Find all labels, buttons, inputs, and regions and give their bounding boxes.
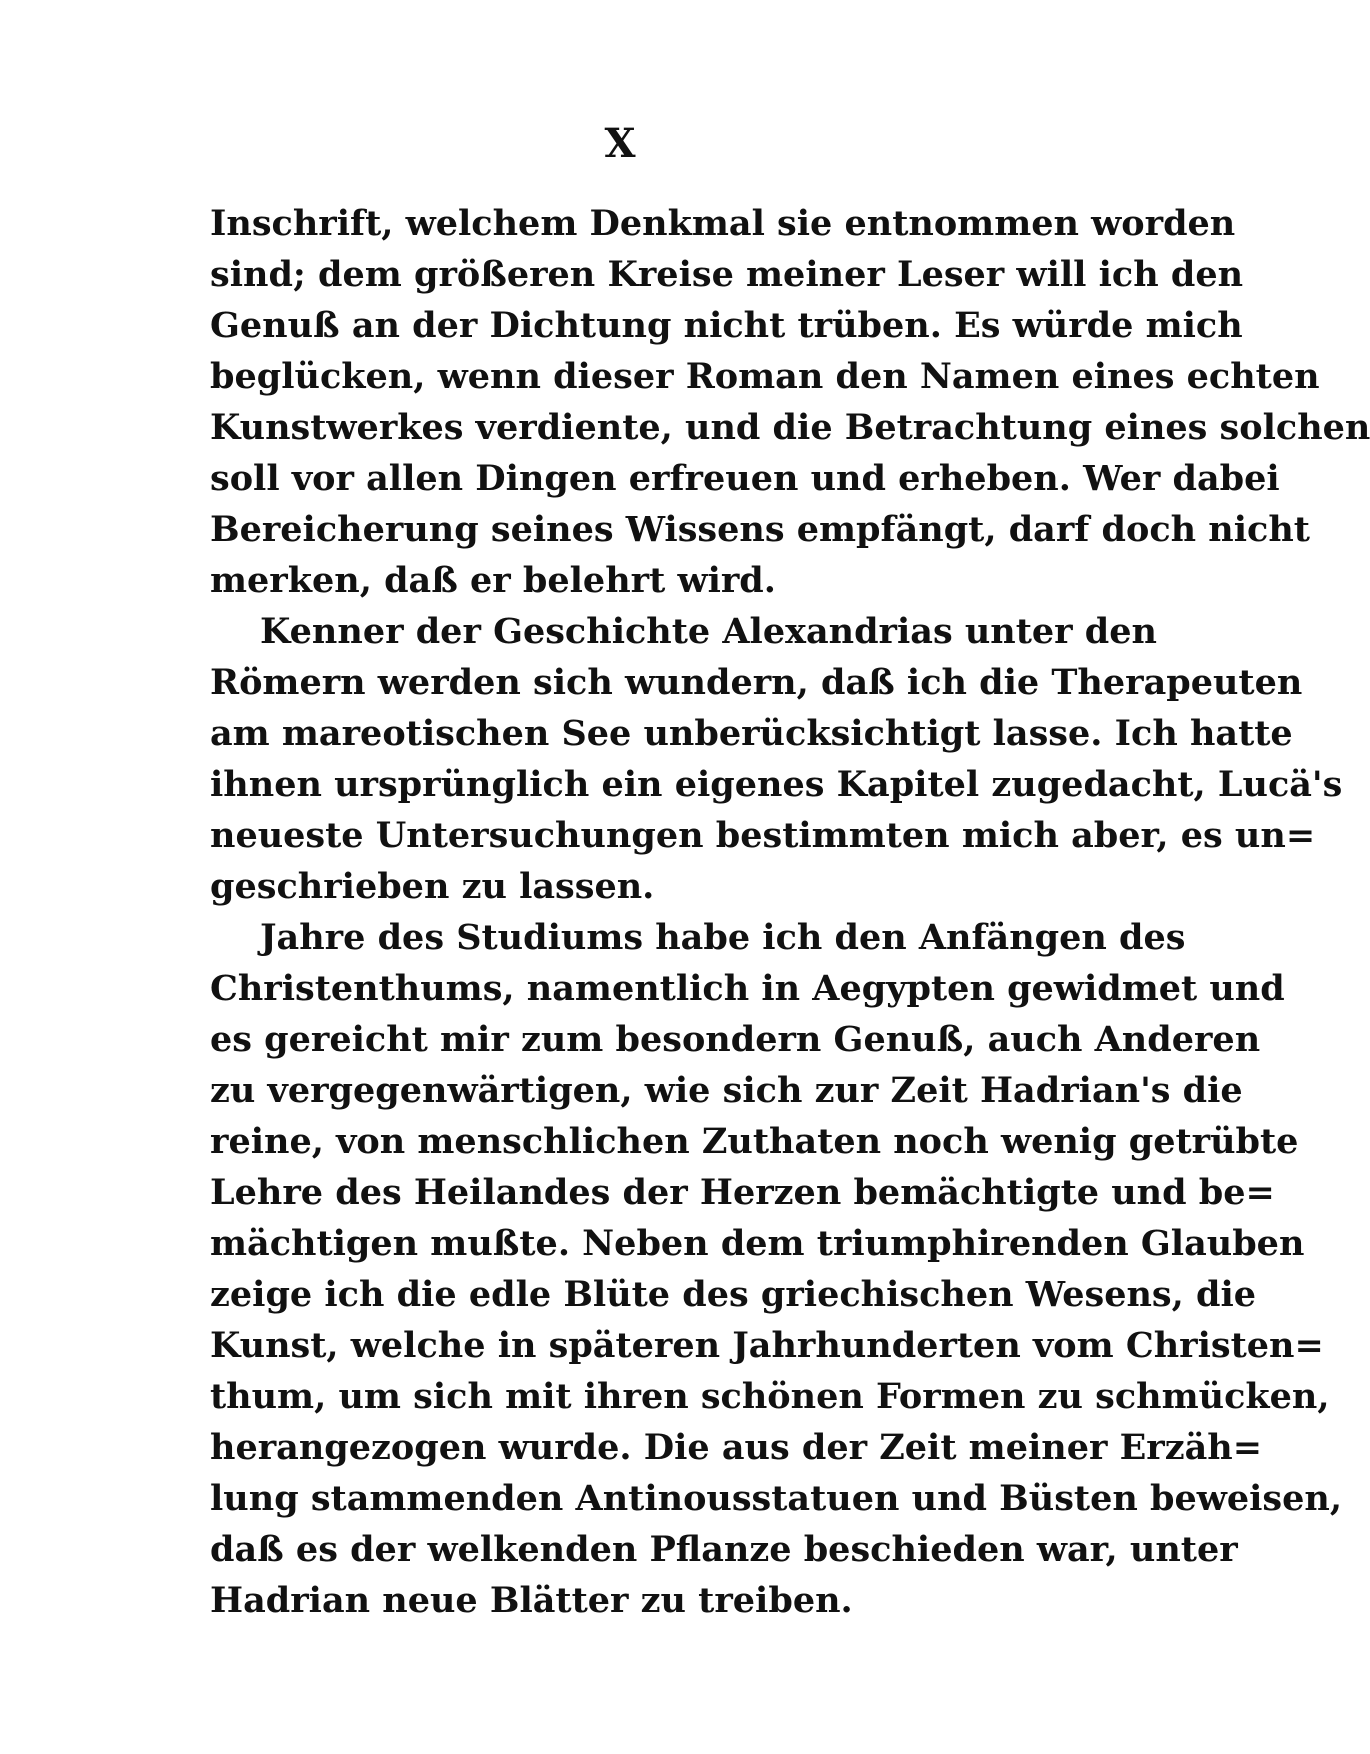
text-line: Lehre des Heilandes der Herzen bemächtigte und be= <box>210 1172 1275 1213</box>
text-line: sind; dem größeren Kreise meiner Leser will ich den <box>210 254 1244 295</box>
text-line: beglücken, wenn dieser Roman den Namen eines echten <box>210 356 1320 397</box>
text-line: soll vor allen Dingen erfreuen und erheben. Wer dabei <box>210 458 1280 499</box>
text-line: Kunst, welche in späteren Jahrhunderten vom Christen= <box>210 1325 1324 1366</box>
text-line: thum, um sich mit ihren schönen Formen zu schmücken, <box>210 1376 1330 1417</box>
text-line: neueste Untersuchungen bestimmten mich aber, es un= <box>210 815 1316 856</box>
text-line: es gereicht mir zum besondern Genuß, auch Anderen <box>210 1019 1261 1060</box>
text-line: geschrieben zu lassen. <box>210 866 655 907</box>
text-line: reine, von menschlichen Zuthaten noch wenig getrübte <box>210 1121 1299 1162</box>
text-line: zu vergegenwärtigen, wie sich zur Zeit Hadrian's die <box>210 1070 1243 1111</box>
page-number: X <box>604 120 637 167</box>
text-line: ihnen ursprünglich ein eigenes Kapitel zugedacht, Lucä's <box>210 764 1343 805</box>
text-line: Inschrift, welchem Denkmal sie entnommen worden <box>210 203 1236 244</box>
paragraph-1 <box>210 198 1370 606</box>
text-line: mächtigen mußte. Neben dem triumphirenden Glauben <box>210 1223 1305 1264</box>
text-line: Jahre des Studiums habe ich den Anfängen des <box>260 917 1186 958</box>
text-line: lung stammenden Antinousstatuen und Büsten beweisen, <box>210 1478 1343 1519</box>
paragraph-2 <box>210 606 1343 912</box>
text-line: Genuß an der Dichtung nicht trüben. Es würde mich <box>210 305 1243 346</box>
text-line: Römern werden sich wundern, daß ich die Therapeuten <box>210 662 1303 703</box>
text-line: Kunstwerkes verdiente, und die Betrachtung eines solchen <box>210 407 1370 448</box>
text-line: daß es der welkenden Pflanze beschieden war, unter <box>210 1529 1238 1570</box>
text-line: zeige ich die edle Blüte des griechischen Wesens, die <box>210 1274 1257 1315</box>
text-line: merken, daß er belehrt wird. <box>210 560 776 601</box>
text-line: Hadrian neue Blätter zu treiben. <box>210 1580 853 1621</box>
text-line: herangezogen wurde. Die aus der Zeit meiner Erzäh= <box>210 1427 1263 1468</box>
paragraph-3 <box>210 912 1343 1626</box>
body-text <box>210 198 1370 1626</box>
text-line: am mareotischen See unberücksichtigt lasse. Ich hatte <box>210 713 1293 754</box>
text-line: Christenthums, namentlich in Aegypten gewidmet und <box>210 968 1285 1009</box>
text-line: Kenner der Geschichte Alexandrias unter den <box>260 611 1157 652</box>
text-line: Bereicherung seines Wissens empfängt, darf doch nicht <box>210 509 1310 550</box>
